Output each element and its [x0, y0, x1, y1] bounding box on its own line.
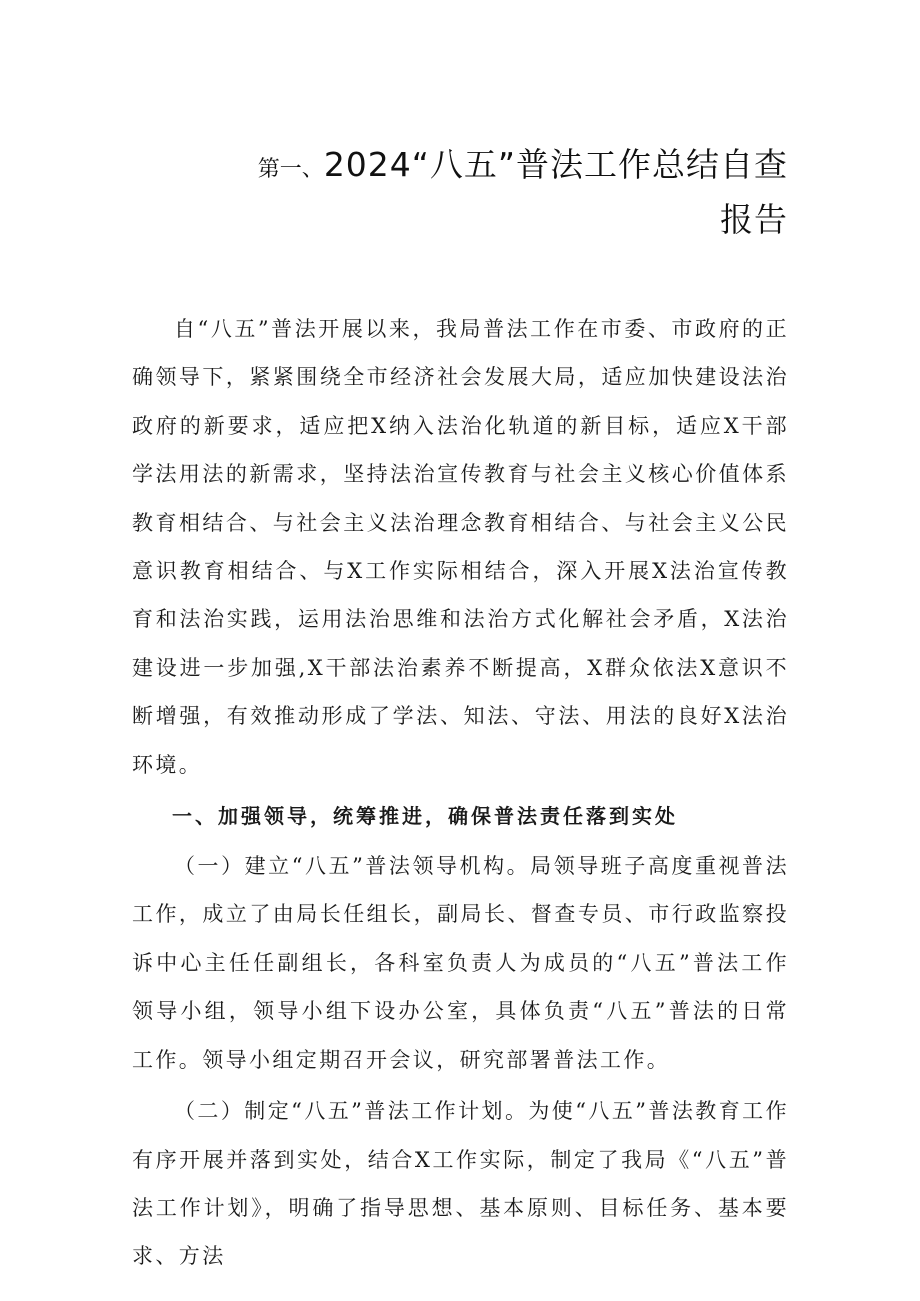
intro-paragraph: 自“八五”普法开展以来，我局普法工作在市委、市政府的正确领导下，紧紧围绕全市经济社会发展大局，适应加快建设法治政府的新要求，适应把X纳入法治化轨道的新目标，适应X干部学法用法的新需求，坚持法治宣传教育与社会主义核心价值体系教育相结合、与社会主义法治理念教育相结合、与社会主义公民意识教育相结合、与X工作实际相结合，深入开展X法治宣传教育和法治实践，运用法治思维和法治方式化解社会矛盾，X法治建设进一步加强,X干部法治素养不断提高，X群众依法X意识不断增强，有效推动形成了学法、知法、守法、用法的良好X法治环境。 [132, 317, 789, 777]
document-title [228, 140, 788, 245]
title-line-2: 报告 [720, 200, 788, 239]
title-main: 2024“八五”普法工作总结自查 [323, 145, 788, 184]
document-body [132, 305, 789, 1281]
section-item-2: （二）制定“八五”普法工作计划。为使“八五”普法教育工作有序开展并落到实处，结合X工作实际，制定了我局《“八五”普法工作计划》，明确了指导思想、基本原则、目标任务、基本要求、方法 [132, 1099, 789, 1269]
section-item-1: （一）建立“八五”普法领导机构。局领导班子高度重视普法工作，成立了由局长任组长，副局长、督查专员、市行政监察投诉中心主任任副组长，各科室负责人为成员的“八五”普法工作领导小组，领导小组下设办公室，具体负责“八五”普法的日常工作。领导小组定期召开会议，研究部署普法工作。 [132, 854, 789, 1072]
title-prefix: 第一、 [257, 157, 324, 182]
title-line-1 [228, 140, 788, 195]
section-heading: 一、加强领导，统筹推进，确保普法责任落到实处 [172, 804, 678, 829]
